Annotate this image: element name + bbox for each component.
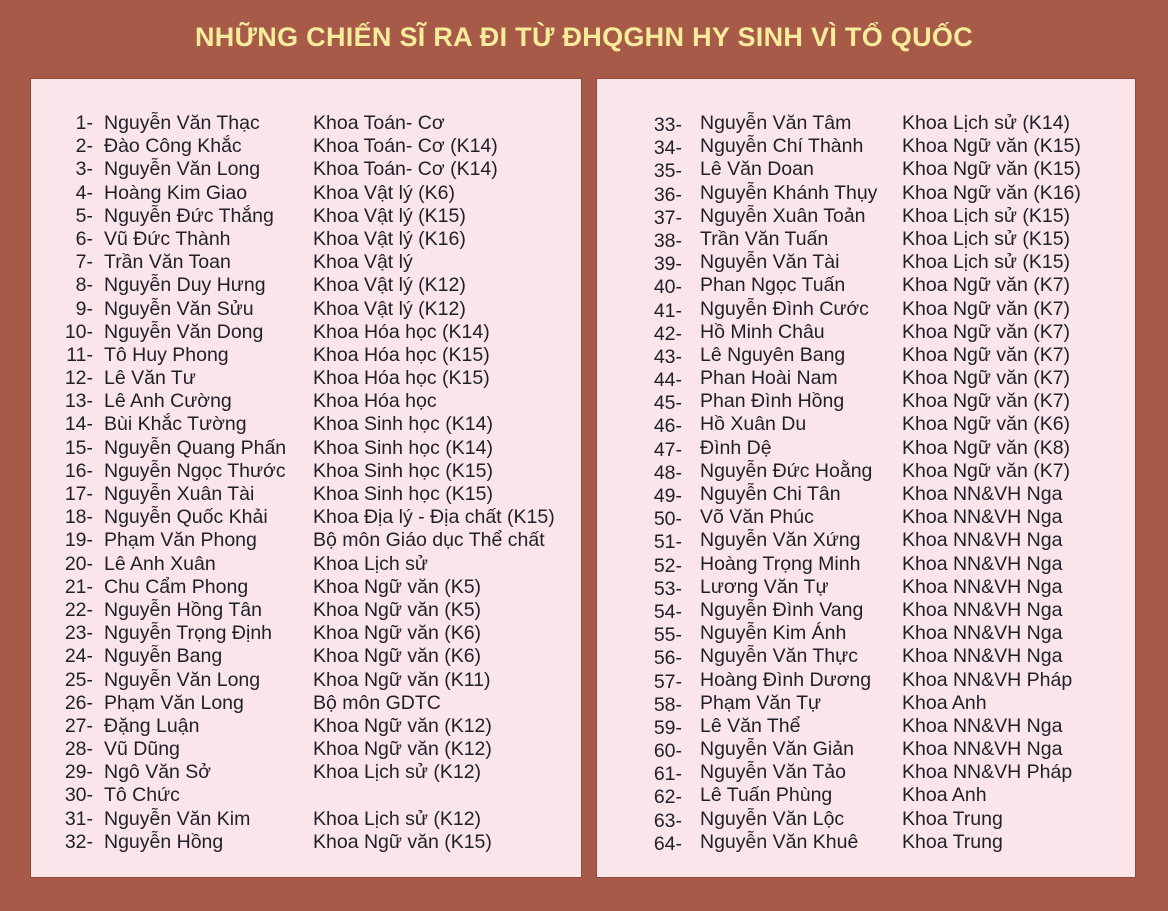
- entry-department: Khoa Sinh học (K14): [313, 413, 493, 436]
- entry-number: 15-: [64, 436, 93, 459]
- entry-name: Đình Dệ: [700, 436, 772, 459]
- entry-name: Nguyễn Văn Kim: [104, 807, 251, 830]
- list-item: [597, 251, 1135, 274]
- entry-number: 55-: [653, 624, 682, 647]
- entry-name: Tô Chức: [104, 784, 180, 807]
- entry-department: Khoa Hóa học (K15): [313, 367, 490, 390]
- entry-department: Khoa Ngữ văn (K7): [902, 274, 1071, 297]
- entry-department: Khoa Hóa học (K15): [313, 343, 490, 366]
- entry-name: Nguyễn Duy Hưng: [104, 274, 266, 297]
- entry-department: Bộ môn GDTC: [313, 691, 441, 714]
- entry-department: Khoa Vật lý (K15): [313, 204, 466, 227]
- entry-department: Khoa Ngữ văn (K7): [902, 320, 1071, 343]
- entry-name: Nguyễn Đình Vang: [700, 598, 864, 621]
- list-item: [31, 506, 581, 529]
- entry-name: Nguyễn Đức Hoằng: [700, 459, 873, 482]
- entry-number: 62-: [653, 786, 682, 809]
- entry-department: Khoa Vật lý (K12): [313, 274, 466, 297]
- entry-department: Khoa Ngữ văn (K6): [313, 622, 482, 645]
- entry-number: 57-: [653, 670, 682, 693]
- entry-number: 53-: [653, 577, 682, 600]
- entry-number: 35-: [653, 160, 682, 183]
- entry-department: Khoa Ngữ văn (K12): [313, 738, 492, 761]
- entry-name: Nguyễn Đình Cước: [700, 297, 869, 320]
- list-item: [31, 553, 581, 576]
- entry-number: 17-: [64, 483, 93, 505]
- entry-number: 7-: [75, 251, 93, 274]
- entry-number: 54-: [653, 600, 682, 623]
- list-item: [597, 715, 1135, 738]
- list-item: [31, 483, 581, 506]
- entry-name: Lê Tuấn Phùng: [700, 784, 833, 807]
- entry-department: Khoa Trung: [902, 830, 1003, 853]
- list-item: [597, 529, 1135, 552]
- entry-name: Nguyễn Hồng: [104, 830, 224, 853]
- entry-department: Khoa Lịch sử (K12): [313, 761, 482, 784]
- entry-department: Khoa Toán- Cơ (K14): [313, 158, 498, 181]
- entry-name: Lương Văn Tự: [700, 575, 829, 598]
- entry-name: Nguyễn Văn Long: [104, 158, 261, 181]
- entry-name: Lê Văn Tư: [104, 367, 196, 390]
- entry-department: Khoa Sinh học (K14): [313, 436, 493, 459]
- entry-number: 47-: [653, 438, 682, 461]
- entry-department: Khoa NN&VH Pháp: [902, 761, 1073, 784]
- list-item: [597, 390, 1135, 413]
- entry-name: Nguyễn Văn Thực: [700, 645, 858, 668]
- entry-department: Khoa Ngữ văn (K5): [313, 575, 482, 598]
- entry-number: 19-: [64, 529, 93, 552]
- entry-department: Khoa NN&VH Pháp: [902, 668, 1073, 691]
- entry-number: 59-: [653, 716, 682, 739]
- entry-number: 23-: [64, 622, 93, 645]
- entry-department: Khoa Trung: [902, 807, 1003, 830]
- entry-department: Khoa Ngữ văn (K15): [313, 830, 492, 853]
- list-item: [597, 344, 1135, 367]
- entry-number: 48-: [653, 461, 682, 484]
- entry-number: 25-: [64, 668, 93, 691]
- entry-department: Khoa Ngữ văn (K7): [902, 297, 1071, 320]
- list-item: [597, 784, 1135, 807]
- right-panel: [596, 78, 1136, 878]
- entry-number: 16-: [64, 459, 93, 482]
- entry-number: 3-: [75, 158, 93, 181]
- list-item: [597, 761, 1135, 784]
- entry-name: Nguyễn Xuân Tài: [104, 483, 255, 505]
- entry-department: Khoa Ngữ văn (K8): [902, 436, 1071, 459]
- entry-number: 22-: [64, 598, 93, 621]
- entry-department: Khoa NN&VH Nga: [902, 575, 1063, 598]
- list-item: [31, 599, 581, 622]
- entry-department: Khoa Anh: [902, 784, 987, 807]
- entry-name: Nguyễn Bang: [104, 645, 223, 668]
- entry-department: Khoa Lịch sử (K15): [902, 204, 1071, 227]
- entry-name: Hồ Xuân Du: [700, 413, 807, 436]
- entry-department: Khoa Ngữ văn (K11): [313, 668, 491, 691]
- list-item: [31, 390, 581, 413]
- list-item: [597, 298, 1135, 321]
- list-item: [597, 483, 1135, 506]
- entry-number: 32-: [64, 830, 93, 853]
- list-item: [597, 228, 1135, 251]
- list-item: [597, 437, 1135, 460]
- entry-name: Nguyễn Khánh Thụy: [700, 181, 878, 204]
- list-item: [597, 413, 1135, 436]
- entry-number: 31-: [64, 807, 93, 830]
- entry-number: 6-: [75, 227, 93, 250]
- entry-department: Khoa Ngữ văn (K7): [902, 367, 1071, 390]
- entry-name: Lê Anh Cường: [104, 390, 232, 413]
- entry-number: 51-: [653, 531, 682, 554]
- list-item: [31, 529, 581, 552]
- list-item: [31, 367, 581, 390]
- list-item: [31, 112, 581, 135]
- entry-department: Khoa Sinh học (K15): [313, 483, 493, 505]
- list-item: [31, 576, 581, 599]
- list-item: [597, 553, 1135, 576]
- entry-number: 1-: [75, 112, 93, 134]
- list-item: [597, 158, 1135, 181]
- entry-name: Nguyễn Văn Tài: [700, 251, 840, 274]
- list-item: [31, 715, 581, 738]
- entry-name: Nguyễn Hồng Tân: [104, 598, 262, 621]
- entry-name: Bùi Khắc Tường: [104, 413, 247, 436]
- entry-name: Trần Văn Tuấn: [700, 227, 829, 250]
- entry-number: 26-: [64, 691, 93, 714]
- entry-number: 2-: [75, 135, 93, 158]
- list-item: [31, 645, 581, 668]
- entry-number: 63-: [653, 809, 682, 832]
- entry-number: 12-: [64, 367, 93, 390]
- entry-department: Khoa Vật lý (K6): [313, 181, 455, 204]
- entry-number: 41-: [653, 299, 682, 322]
- entry-number: 29-: [64, 761, 93, 784]
- entry-number: 64-: [653, 832, 682, 855]
- list-item: [31, 413, 581, 436]
- entry-name: Đào Công Khắc: [104, 135, 242, 158]
- entry-department: Khoa NN&VH Nga: [902, 483, 1063, 505]
- entry-department: Khoa Ngữ văn (K5): [313, 598, 482, 621]
- entry-number: 28-: [64, 738, 93, 761]
- entry-name: Phan Đình Hồng: [700, 390, 845, 413]
- entry-name: Lê Anh Xuân: [104, 552, 216, 575]
- left-panel: [30, 78, 582, 878]
- list-item: [31, 228, 581, 251]
- list-item: [597, 599, 1135, 622]
- entry-number: 4-: [75, 181, 93, 204]
- entry-number: 11-: [66, 343, 93, 366]
- list-item: [597, 669, 1135, 692]
- list-item: [597, 738, 1135, 761]
- entry-department: Khoa Ngữ văn (K16): [902, 181, 1081, 204]
- entry-number: 36-: [653, 183, 682, 206]
- entry-number: 33-: [653, 114, 682, 136]
- list-item: [31, 182, 581, 205]
- entry-name: Phan Hoài Nam: [700, 367, 838, 390]
- entry-number: 18-: [64, 506, 93, 529]
- list-item: [597, 692, 1135, 715]
- entry-name: Hoàng Kim Giao: [104, 181, 248, 204]
- entry-number: 21-: [64, 575, 93, 598]
- entry-name: Nguyễn Ngọc Thước: [104, 459, 286, 482]
- list-item: [597, 645, 1135, 668]
- list-item: [597, 831, 1135, 854]
- entry-name: Nguyễn Chí Thành: [700, 135, 864, 158]
- entry-name: Nguyễn Văn Tảo: [700, 761, 846, 784]
- entry-name: Nguyễn Văn Thạc: [104, 112, 260, 134]
- entry-name: Nguyễn Văn Sửu: [104, 297, 254, 320]
- entry-name: Nguyễn Văn Xứng: [700, 529, 861, 552]
- entry-number: 10-: [64, 320, 93, 343]
- entry-department: Khoa Ngữ văn (K7): [902, 459, 1071, 482]
- entry-department: Khoa Ngữ văn (K15): [902, 158, 1081, 181]
- entry-department: Bộ môn Giáo dục Thể chất: [313, 529, 545, 552]
- entry-department: Khoa Lịch sử (K15): [902, 227, 1071, 250]
- entry-number: 20-: [64, 552, 93, 575]
- entry-department: Khoa Lịch sử (K12): [313, 807, 482, 830]
- entry-number: 42-: [653, 322, 682, 345]
- entry-number: 9-: [75, 297, 93, 320]
- entry-name: Vũ Đức Thành: [104, 227, 231, 250]
- entry-number: 40-: [653, 276, 682, 299]
- entry-number: 61-: [653, 763, 682, 786]
- entry-name: Võ Văn Phúc: [700, 506, 814, 529]
- entry-name: Nguyễn Văn Lộc: [700, 807, 845, 830]
- list-item: [31, 622, 581, 645]
- list-item: [31, 298, 581, 321]
- entry-name: Nguyễn Quang Phấn: [104, 436, 287, 459]
- entry-number: 27-: [64, 714, 93, 737]
- list-item: [597, 205, 1135, 228]
- entry-name: Đặng Luận: [104, 714, 200, 737]
- entry-name: Nguyễn Quốc Khải: [104, 506, 268, 529]
- entry-department: Khoa Hóa học: [313, 390, 437, 413]
- entry-name: Nguyễn Văn Tâm: [700, 112, 852, 134]
- entry-number: 46-: [653, 415, 682, 438]
- entry-number: 43-: [653, 345, 682, 368]
- entry-number: 5-: [75, 204, 93, 227]
- list-item: [31, 669, 581, 692]
- entry-name: Phạm Văn Tự: [700, 691, 822, 714]
- entry-name: Hoàng Trọng Minh: [700, 552, 861, 575]
- entry-name: Nguyễn Trọng Định: [104, 622, 273, 645]
- entry-department: Khoa Sinh học (K15): [313, 459, 493, 482]
- entry-number: 49-: [653, 485, 682, 507]
- list-item: [31, 205, 581, 228]
- list-item: [31, 808, 581, 831]
- entry-department: Khoa Ngữ văn (K15): [902, 135, 1081, 158]
- entry-department: Khoa Hóa học (K14): [313, 320, 490, 343]
- entry-number: 52-: [653, 554, 682, 577]
- entry-name: Nguyễn Văn Giản: [700, 738, 854, 761]
- entry-name: Trần Văn Toan: [104, 251, 231, 274]
- entry-name: Nguyễn Xuân Toản: [700, 204, 866, 227]
- entry-department: Khoa Ngữ văn (K7): [902, 343, 1071, 366]
- entry-number: 13-: [64, 390, 93, 413]
- entry-department: Khoa Vật lý (K16): [313, 227, 466, 250]
- list-item: [597, 367, 1135, 390]
- entry-name: Phan Ngọc Tuấn: [700, 274, 846, 297]
- entry-name: Lê Nguyên Bang: [700, 343, 846, 366]
- list-item: [597, 576, 1135, 599]
- list-item: [597, 506, 1135, 529]
- entry-number: 34-: [653, 137, 682, 160]
- entry-name: Chu Cẩm Phong: [104, 575, 249, 598]
- entry-name: Lê Văn Doan: [700, 158, 814, 181]
- entry-name: Nguyễn Chi Tân: [700, 483, 841, 505]
- entry-name: Phạm Văn Long: [104, 691, 244, 714]
- entry-number: 14-: [64, 413, 93, 436]
- right-list: [597, 112, 1135, 854]
- list-item: [31, 274, 581, 297]
- entry-name: Nguyễn Văn Dong: [104, 320, 264, 343]
- entry-department: Khoa Ngữ văn (K12): [313, 714, 492, 737]
- entry-name: Ngô Văn Sở: [104, 761, 212, 784]
- entry-department: Khoa NN&VH Nga: [902, 738, 1063, 761]
- entry-department: Khoa Anh: [902, 691, 987, 714]
- entry-department: Khoa NN&VH Nga: [902, 645, 1063, 668]
- entry-name: Vũ Dũng: [104, 738, 180, 761]
- list-item: [31, 784, 581, 807]
- list-item: [597, 808, 1135, 831]
- entry-number: 8-: [75, 274, 93, 297]
- entry-number: 37-: [653, 206, 682, 229]
- entry-number: 45-: [653, 392, 682, 415]
- entry-department: Khoa Vật lý (K12): [313, 297, 466, 320]
- entry-name: Nguyễn Văn Khuê: [700, 830, 859, 853]
- list-item: [31, 738, 581, 761]
- list-item: [31, 692, 581, 715]
- entry-name: Nguyễn Văn Long: [104, 668, 261, 691]
- entry-name: Tô Huy Phong: [104, 343, 229, 366]
- entry-department: Khoa Lịch sử: [313, 552, 428, 575]
- entry-department: Khoa Toán- Cơ (K14): [313, 135, 498, 158]
- entry-department: Khoa Ngữ văn (K6): [902, 413, 1071, 436]
- left-list: [31, 112, 581, 854]
- entry-name: Hoàng Đình Dương: [700, 668, 872, 691]
- list-item: [31, 761, 581, 784]
- entry-department: Khoa Vật lý: [313, 251, 413, 274]
- entry-number: 44-: [653, 369, 682, 392]
- entry-department: Khoa Ngữ văn (K6): [313, 645, 482, 668]
- entry-name: Nguyễn Đức Thắng: [104, 204, 274, 227]
- entry-number: 39-: [653, 253, 682, 276]
- entry-department: Khoa Toán- Cơ: [313, 112, 445, 134]
- entry-name: Hồ Minh Châu: [700, 320, 825, 343]
- entry-number: 58-: [653, 693, 682, 716]
- entry-number: 50-: [653, 508, 682, 531]
- entry-number: 30-: [64, 784, 93, 807]
- entry-name: Nguyễn Kim Ánh: [700, 622, 847, 645]
- entry-department: Khoa NN&VH Nga: [902, 529, 1063, 552]
- entry-department: Khoa NN&VH Nga: [902, 552, 1063, 575]
- entry-department: Khoa Lịch sử (K14): [902, 112, 1071, 134]
- entry-department: Khoa Lịch sử (K15): [902, 251, 1071, 274]
- list-item: [31, 344, 581, 367]
- entry-department: Khoa Địa lý - Địa chất (K15): [313, 506, 555, 529]
- list-item: [31, 135, 581, 158]
- list-item: [597, 460, 1135, 483]
- list-item: [31, 460, 581, 483]
- entry-department: Khoa NN&VH Nga: [902, 622, 1063, 645]
- entry-name: Phạm Văn Phong: [104, 529, 257, 552]
- entry-department: Khoa NN&VH Nga: [902, 714, 1063, 737]
- entry-department: Khoa Ngữ văn (K7): [902, 390, 1071, 413]
- entry-number: 24-: [64, 645, 93, 668]
- page-title: NHỮNG CHIẾN SĨ RA ĐI TỪ ĐHQGHN HY SINH VÌ TỔ QUỐC: [194, 22, 974, 52]
- list-item: [31, 251, 581, 274]
- entry-department: Khoa NN&VH Nga: [902, 506, 1063, 529]
- entry-department: Khoa NN&VH Nga: [902, 598, 1063, 621]
- list-item: [597, 321, 1135, 344]
- list-item: [597, 182, 1135, 205]
- list-item: [31, 321, 581, 344]
- list-item: [31, 831, 581, 854]
- list-item: [597, 135, 1135, 158]
- entry-number: 56-: [653, 647, 682, 670]
- entry-number: 38-: [653, 229, 682, 252]
- list-item: [597, 622, 1135, 645]
- list-item: [31, 437, 581, 460]
- list-item: [31, 158, 581, 181]
- list-item: [597, 274, 1135, 297]
- entry-name: Lê Văn Thể: [700, 714, 801, 737]
- list-item: [597, 112, 1135, 135]
- entry-number: 60-: [653, 740, 682, 763]
